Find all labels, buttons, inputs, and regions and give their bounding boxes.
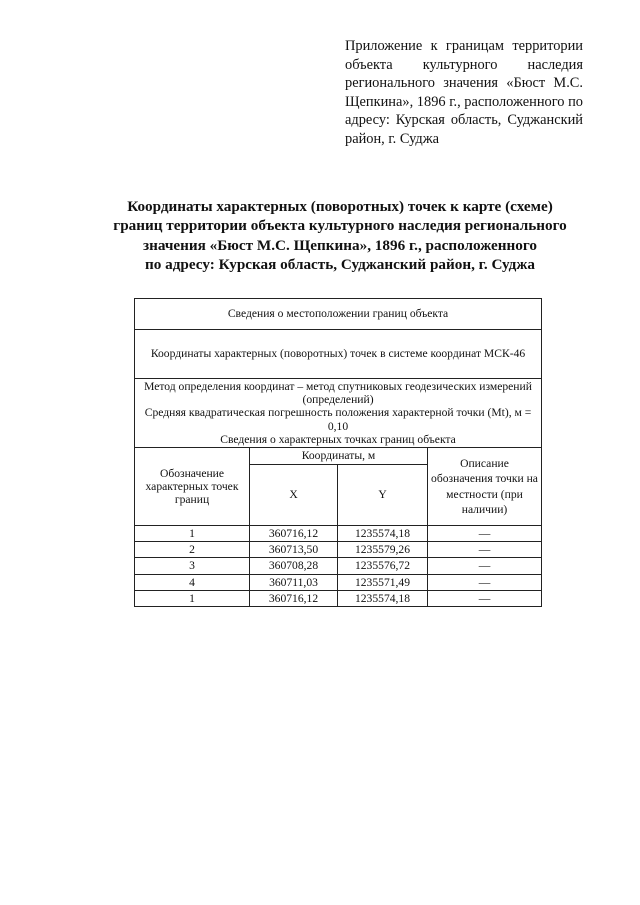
point-description: — <box>428 526 542 542</box>
accuracy-text: Средняя квадратическая погрешность положения характерной точки (Mt), м = 0,10 <box>144 406 532 433</box>
point-designation: 1 <box>135 526 250 542</box>
column-header-coordinates: Координаты, м <box>250 448 428 465</box>
method-text: Метод определения координат – метод спутниковых геодезических измерений (определений) <box>144 380 532 407</box>
point-description: — <box>428 590 542 606</box>
point-designation: 2 <box>135 542 250 558</box>
point-description: — <box>428 558 542 574</box>
heading-line-4: по адресу: Курская область, Суджанский район, г. Суджа <box>145 255 535 273</box>
table-row <box>135 590 542 606</box>
appendix-note: Приложение к границам территории объекта культурного наследия регионального значения «Бюст М.С. Щепкина», 1896 г., расположенного по адресу: Курская область, Суджанский район, г. Суджа <box>345 38 583 147</box>
table-row <box>135 558 542 574</box>
point-description: — <box>428 542 542 558</box>
point-designation: 3 <box>135 558 250 574</box>
location-info-cell: Сведения о местоположении границ объекта <box>135 299 542 330</box>
point-x: 360711,03 <box>250 574 338 590</box>
point-x: 360708,28 <box>250 558 338 574</box>
point-y: 1235574,18 <box>338 590 428 606</box>
method-cell <box>135 379 542 448</box>
point-designation: 1 <box>135 590 250 606</box>
point-description: — <box>428 574 542 590</box>
point-designation: 4 <box>135 574 250 590</box>
heading-line-1: Координаты характерных (поворотных) точек к карте (схеме) <box>127 198 553 215</box>
document-heading <box>60 197 620 274</box>
point-x: 360716,12 <box>250 526 338 542</box>
table-row <box>135 574 542 590</box>
table-row <box>135 526 542 542</box>
point-x: 360716,12 <box>250 590 338 606</box>
coordinate-system-cell: Координаты характерных (поворотных) точек в системе координат МСК-46 <box>135 330 542 379</box>
column-header-y: Y <box>338 465 428 526</box>
heading-line-3: значения «Бюст М.С. Щепкина», 1896 г., расположенного <box>143 236 537 254</box>
table-row <box>135 542 542 558</box>
point-y: 1235571,49 <box>338 574 428 590</box>
column-header-description: Описание обозначения точки на местности (при наличии) <box>428 448 542 526</box>
point-y: 1235574,18 <box>338 526 428 542</box>
point-y: 1235576,72 <box>338 558 428 574</box>
column-header-x: X <box>250 465 338 526</box>
column-header-designation: Обозначение характерных точек границ <box>135 448 250 526</box>
coordinates-table <box>134 298 542 607</box>
point-y: 1235579,26 <box>338 542 428 558</box>
points-info-text: Сведения о характерных точках границ объекта <box>220 432 456 446</box>
point-x: 360713,50 <box>250 542 338 558</box>
heading-line-2: границ территории объекта культурного наследия регионального <box>113 217 567 235</box>
